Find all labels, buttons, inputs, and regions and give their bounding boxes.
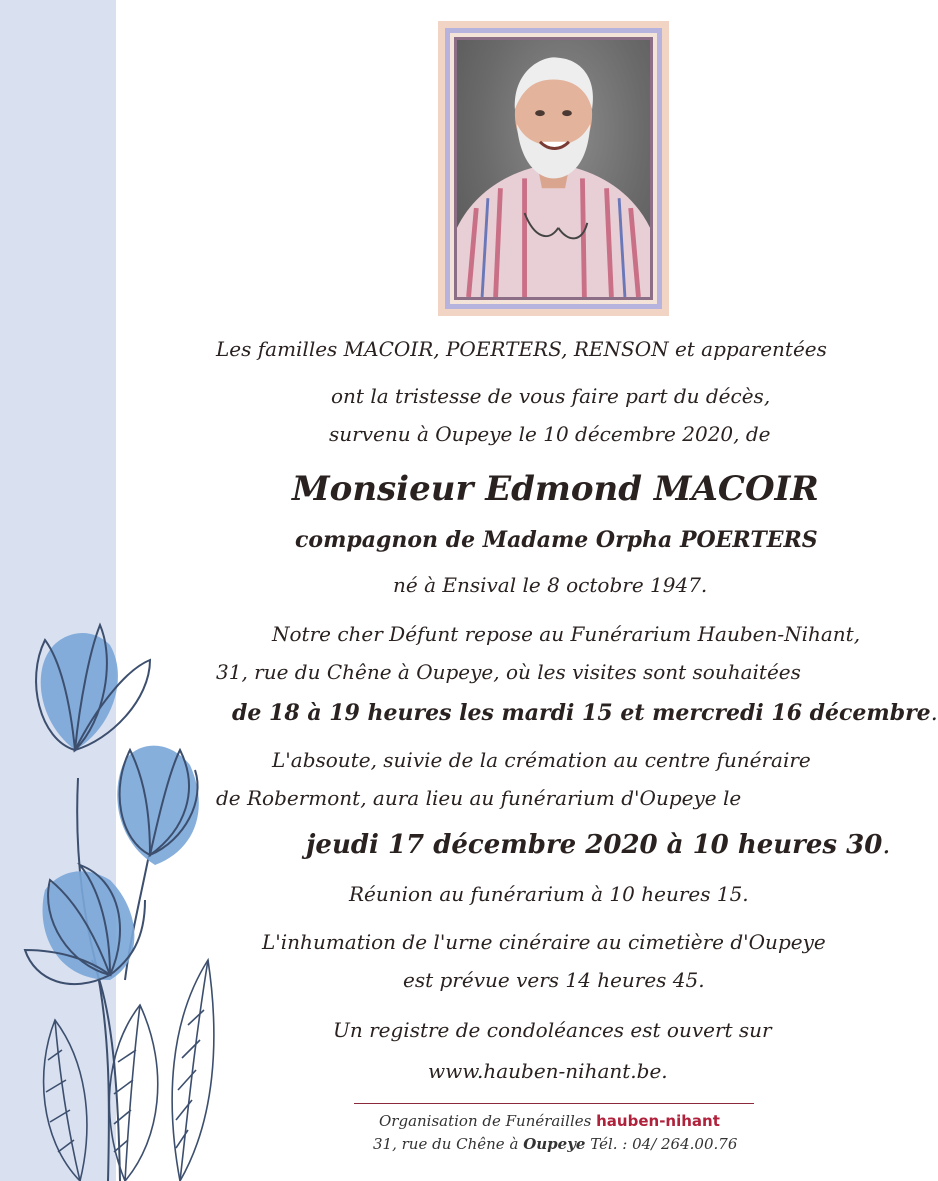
ceremony-line-2: de Robermont, aura lieu au funérarium d'Oupeye le [216, 786, 742, 810]
footer-address-city: Oupeye [523, 1135, 586, 1153]
visit-hours-period: . [930, 701, 938, 726]
footer-organisation-label: Organisation de Funérailles [379, 1112, 592, 1130]
footer-address-street: 31, rue du Chêne à [373, 1135, 519, 1153]
rest-line-2: 31, rue du Chêne à Oupeye, où les visites sont souhaitées [216, 660, 801, 684]
ceremony-date: jeudi 17 décembre 2020 à 10 heures 30 [306, 830, 883, 860]
footer-telephone: Tél. : 04/ 264.00.76 [590, 1135, 738, 1153]
condolences-line: Un registre de condoléances est ouvert sur [333, 1018, 772, 1042]
burial-line-2: est prévue vers 14 heures 45. [403, 968, 705, 992]
meeting-line: Réunion au funérarium à 10 heures 15. [349, 882, 749, 906]
tulip-illustration [0, 600, 260, 1181]
rest-line-1: Notre cher Défunt repose au Funérarium Hauben-Nihant, [272, 622, 861, 646]
burial-line-1: L'inhumation de l'urne cinéraire au cimetière d'Oupeye [262, 930, 826, 954]
portrait-photo [457, 40, 650, 297]
visit-hours-line [232, 700, 938, 726]
companion-line: compagnon de Madame Orpha POERTERS [295, 527, 818, 553]
footer-divider [354, 1103, 754, 1104]
footer-brand: hauben-nihant [596, 1112, 720, 1130]
footer-address [373, 1135, 737, 1153]
ceremony-date-period: . [882, 830, 891, 860]
visit-hours: de 18 à 19 heures les mardi 15 et mercredi 16 décembre [232, 700, 931, 726]
birth-line: né à Ensival le 8 octobre 1947. [393, 573, 708, 597]
occurred-line: survenu à Oupeye le 10 décembre 2020, de [329, 422, 771, 446]
sadness-line: ont la tristesse de vous faire part du décès, [331, 384, 771, 408]
footer-organisation [379, 1112, 720, 1130]
families-line: Les familles MACOIR, POERTERS, RENSON et apparentées [216, 337, 827, 361]
condolences-website[interactable]: www.hauben-nihant.be. [428, 1059, 668, 1083]
deceased-name: Monsieur Edmond MACOIR [292, 469, 819, 509]
portrait-frame [438, 21, 669, 316]
ceremony-line-1: L'absoute, suivie de la crémation au centre funéraire [272, 748, 811, 772]
ceremony-date-line [306, 830, 891, 860]
